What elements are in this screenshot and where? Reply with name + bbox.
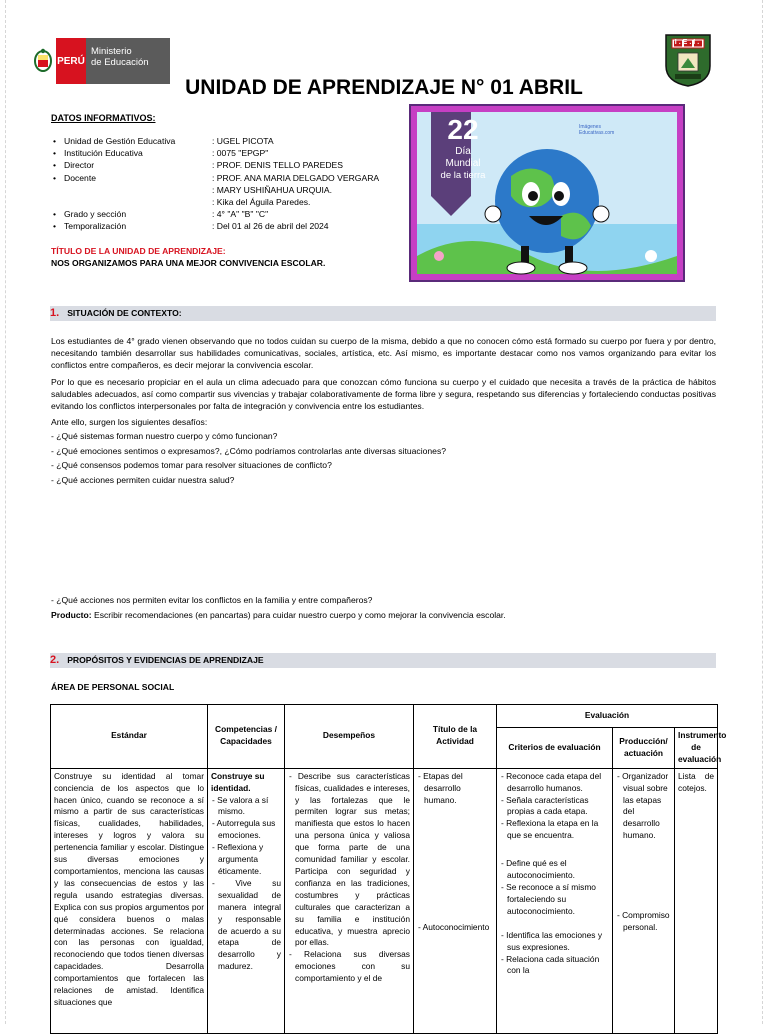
section1-bar (50, 306, 716, 321)
context-paragraph-2: Por lo que es necesario propiciar en el aula un clima adecuado para que conozcan cómo funciona su cuerpo y el cuidado que necesita a través de la práctica de hábitos saludables adecuados, así como compartir sus vivencias y trabajar colaborativamente de forma libre y segura, respetando sus diferencias y fortaleciendo conductas positivas evitando los conflictos interpersonales por falta de integración y convivencia entre los estudiantes. (51, 377, 716, 412)
datos-row (64, 172, 379, 184)
table-header-row (51, 705, 718, 728)
ministry-line1: Ministerio (91, 46, 132, 57)
capacidad-item: - Se valora a sí mismo. (212, 794, 269, 817)
criterio-item: - Reconoce cada etapa del desarrollo humanos. (501, 770, 602, 793)
datos-label (64, 184, 212, 196)
datos-row (64, 159, 379, 171)
datos-value: : Kika del Águila Paredes. (212, 197, 311, 208)
datos-row (64, 220, 379, 232)
poster-tag (579, 124, 614, 136)
cell-criterios (497, 768, 613, 1033)
poster-line3: de la tierra (440, 170, 486, 181)
criterio-item: - Se reconoce a sí mismo fortaleciendo su autoconocimiento. (501, 881, 596, 916)
evaluation-table (50, 704, 727, 1034)
unit-title-label: TÍTULO DE LA UNIDAD DE APRENDIZAJE: (51, 246, 226, 256)
capacidad-item: - Autorregula sus emociones. (212, 818, 276, 841)
poster-number: 22 (447, 114, 479, 145)
datos-list (64, 135, 379, 233)
col-titulo: Título de la Actividad (414, 705, 497, 769)
criterio-item: - Señala características propias a cada etapa. (501, 794, 589, 817)
datos-value: : PROF. ANA MARIA DELGADO VERGARA (212, 172, 380, 183)
actividad-item: - Autoconocimiento (418, 922, 490, 933)
poster-line2: Mundial (445, 158, 481, 169)
earth-day-poster (409, 104, 685, 282)
datos-row (64, 184, 379, 196)
datos-label: • Grado y sección (64, 208, 212, 220)
poster-tag2: Educativas.com (579, 130, 615, 136)
poster-tag1: Imágenes (579, 124, 601, 130)
datos-value: : UGEL PICOTA (212, 136, 274, 146)
datos-value: : MARY USHIÑAHUA URQUIA. (212, 184, 333, 195)
datos-label: • Director (64, 159, 212, 171)
datos-value: : 4° "A" "B" "C" (212, 209, 269, 220)
section2-bar (50, 653, 716, 668)
cell-produccion (613, 768, 675, 1033)
context-paragraph-1: Los estudiantes de 4° grado vienen observando que no todos cuidan su cuerpo de la misma, debido a que no conocen cómo está formado su cuerpo por fuera y por dentro, necesitando también desarrollar sus habilidades comunicativas, sociales, artística, etc. Así mismo, es importante destacar como nos vamos organizando para evitar los conflictos entre compañeros, es decir mejorar la convivencia escolar. (51, 336, 716, 371)
challenge-item: - ¿Qué emociones sentimos o expresamos?, ¿Cómo podríamos controlarlas ante diversas situaciones? (51, 445, 447, 456)
desempeno-item: - Relaciona sus diversas emociones con su comportamiento y el de (289, 949, 410, 984)
section1-title: SITUACIÓN DE CONTEXTO: (67, 308, 182, 318)
cell-desempenos (285, 768, 414, 1033)
estandar-text: Construye su identidad al tomar conciencia de los aspectos que lo hacen único, cuando se reconoce a sí mismo a partir de sus características físicas, cualidades, habilidades, intereses y logros y valora su pertenencia familiar y escolar. Distingue sus diversas emociones y comportamientos, menciona las causas y las consecuencias de estos y las regula usando estrategias diversas. Explica con sus propios argumentos por qué considera buenos o malas determinadas acciones. Se relaciona con las personas con igualdad, reconociendo que todos tienen diversas capacidades. Desarrolla comportamientos que fortalecen las relaciones de amistad. Identifica situaciones que (54, 770, 204, 1007)
criterio-item: - Reflexiona la etapa en la que se encuentra. (501, 818, 599, 841)
instrumento-text: Lista de cotejos. (678, 770, 715, 793)
datos-row (64, 135, 379, 147)
section2-title: PROPÓSITOS Y EVIDENCIAS DE APRENDIZAJE (67, 655, 264, 665)
cell-estandar (51, 768, 208, 1033)
produccion-item: - Organizador visual sobre las etapas del desarrollo humano. (617, 770, 669, 841)
produccion-item: - Compromiso personal. (617, 910, 670, 933)
cell-instrumento (675, 768, 718, 1033)
challenge-item: - ¿Qué consensos podemos tomar para resolver situaciones de conflicto? (51, 460, 332, 471)
cell-competencias (208, 768, 285, 1033)
poster-line1: Día (455, 146, 471, 157)
col-instrumento: Instrumento de evaluación (675, 728, 718, 769)
datos-value: : PROF. DENIS TELLO PAREDES (212, 160, 344, 171)
datos-row (64, 208, 379, 220)
col-desempenos: Desempeños (285, 705, 414, 769)
criterio-item: - Define qué es el autoconocimiento. (501, 858, 575, 881)
datos-heading: DATOS INFORMATIVOS: (51, 113, 156, 123)
ministry-line2: de Educación (91, 57, 149, 68)
datos-label: • Temporalización (64, 220, 212, 232)
datos-label: • Unidad de Gestión Educativa (64, 135, 212, 147)
section2-number: 2. (50, 654, 60, 666)
col-produccion: Producción/ actuación (613, 728, 675, 769)
criterio-item: - Identifica las emociones y sus expresiones. (501, 929, 603, 952)
datos-value: : Del 01 al 26 de abril del 2024 (212, 221, 329, 232)
context-paragraph-3: Ante ello, surgen los siguientes desafíos: (51, 417, 208, 427)
datos-label (64, 196, 212, 208)
col-competencias: Competencias / Capacidades (208, 705, 285, 769)
peru-label: PERÚ (56, 38, 86, 84)
datos-row (64, 196, 379, 208)
datos-label: • Institución Educativa (64, 147, 212, 159)
cell-actividad (414, 768, 497, 1033)
desempeno-item: - Describe sus características físicas, cualidades e intereses, y las fortalezas que le permiten lograr sus metas; manifiesta que estos lo hacen una persona única y valiosa que forma parte de una comunidad familiar y escolar. Participa con seguridad y confianza en las tradiciones, costumbres y prácticas culturales que caracterizan a su familia e institución educativa, y muestra aprecio por ellas. (289, 770, 410, 948)
datos-label: • Docente (64, 172, 212, 184)
table-row (51, 768, 718, 1033)
criterio-item: - Relaciona cada situación con la (501, 953, 600, 976)
school-logo-text: I.E.I. (674, 39, 702, 46)
datos-value: : 0075 "EPGP" (212, 148, 269, 159)
challenge-item: - ¿Qué acciones permiten cuidar nuestra salud? (51, 474, 235, 485)
page-title: UNIDAD DE APRENDIZAJE N° 01 ABRIL (185, 76, 583, 99)
product-line (51, 609, 716, 621)
area-title: ÁREA DE PERSONAL SOCIAL (51, 682, 175, 692)
challenge-item: - ¿Qué sistemas forman nuestro cuerpo y cómo funcionan? (51, 431, 278, 441)
col-evaluacion: Evaluación (497, 705, 718, 728)
capacidad-item: - Reflexiona y argumenta éticamente. (212, 842, 264, 876)
challenge-list (51, 429, 446, 487)
product-text: Escribir recomendaciones (en pancartas) para cuidar nuestro cuerpo y como mejorar la convivencia escolar. (91, 610, 506, 620)
section1-number: 1. (50, 307, 60, 319)
capacidad-item: - Vive su sexualidad de manera integral y responsable de acuerdo a su etapa de desarrollo y madurez. (212, 877, 281, 972)
col-estandar: Estándar (51, 705, 208, 769)
datos-row (64, 147, 379, 159)
unit-title: NOS ORGANIZAMOS PARA UNA MEJOR CONVIVENCIA ESCOLAR. (51, 258, 326, 268)
actividad-item: - Etapas del desarrollo humano. (418, 770, 463, 805)
product-label: Producto: (51, 610, 92, 620)
competencia-title: Construye su identidad. (211, 770, 265, 793)
challenge-item-last: - ¿Qué acciones nos permiten evitar los conflictos en la familia y entre compañeros? (51, 595, 373, 605)
col-criterios: Criterios de evaluación (497, 728, 613, 769)
